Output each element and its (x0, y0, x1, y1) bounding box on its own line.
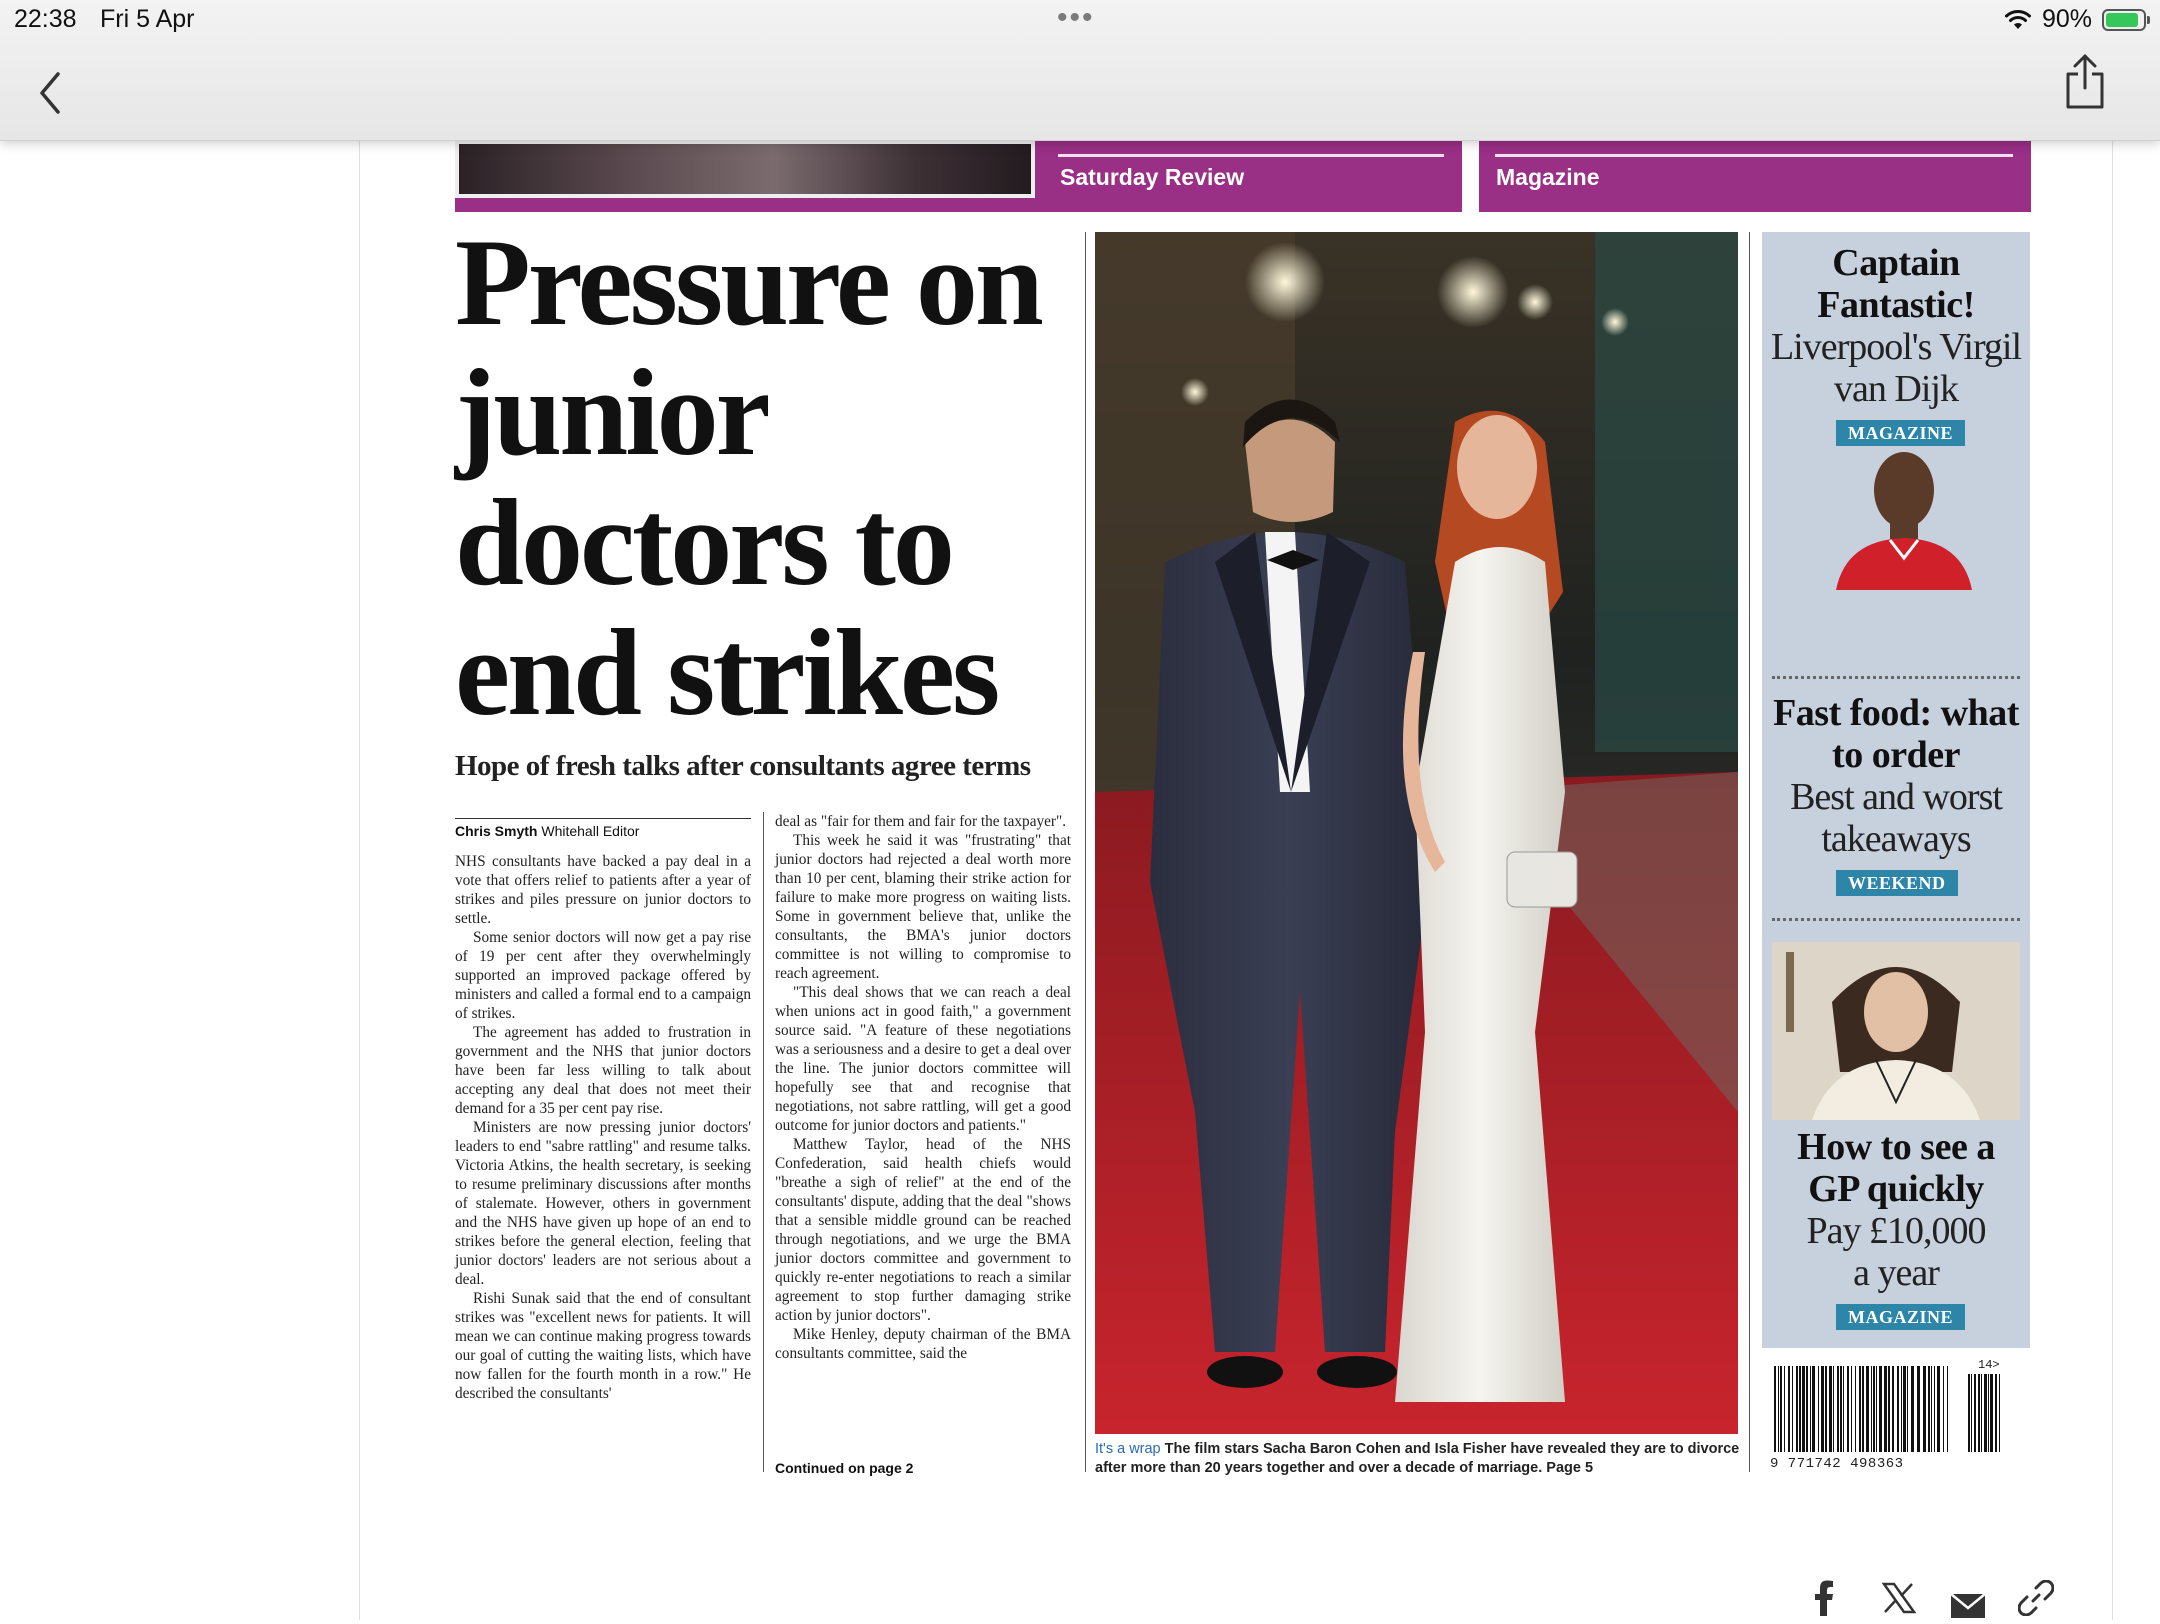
promo-tag-magazine: MAGAZINE (1836, 420, 1965, 446)
promo-title-captain-fantastic: Captain Fantastic! (1817, 242, 1975, 326)
barcode-bar (1988, 1374, 1989, 1452)
barcode-bar (1784, 1366, 1785, 1452)
promo-sub-takeaways: Best and worst takeaways (1790, 776, 2002, 860)
barcode-bar (1984, 1374, 1987, 1452)
barcode-bar (1901, 1366, 1902, 1452)
barcode-bar (1802, 1366, 1805, 1452)
article-column-2 (775, 812, 1071, 1363)
byline-name: Chris Smyth (455, 823, 538, 839)
paragraph: The agreement has added to frustration in government and the NHS that junior doctors have been far less willing to talk about accepting any deal that does not meet their demand for a 35 per cent pay rise. (455, 1024, 751, 1117)
back-button[interactable] (30, 68, 70, 118)
red-carpet-photo (1095, 232, 1738, 1434)
share-button[interactable] (2064, 52, 2106, 110)
status-time: 22:38 (14, 5, 77, 33)
barcode-bar (1855, 1366, 1856, 1452)
barcode-bar (1981, 1374, 1982, 1452)
woman-photo (1772, 942, 2020, 1120)
promo-sub-pay: Pay £10,000 a year (1806, 1210, 1986, 1294)
barcode-bar (1806, 1366, 1808, 1452)
barcode-bar (1917, 1366, 1920, 1452)
barcode-bar (1829, 1366, 1832, 1452)
barcode-bar (1843, 1366, 1844, 1452)
barcode-bar (1923, 1366, 1926, 1452)
barcode-bar (1873, 1366, 1875, 1452)
top-bar (0, 0, 2160, 141)
barcode-bar (1884, 1366, 1887, 1452)
paragraph: "This deal shows that we can reach a deal when unions act in good faith," a government source said. "A feature of these negotiations was a seriousness and a desire to get a deal over the line. The junior doctors committee will hopefully see that and recognise that negotiations, not sabre rattling, will get a good outcome for junior doctors and patients." (775, 984, 1071, 1134)
paragraph: This week he said it was "frustrating" that junior doctors had rejected a deal worth more than 10 per cent, blaming their strike action for failure to make more progress on waiting lists. Some in government believe that, unlike the consultants, the BMA's junior doctors committee is not willing to compromise to reach agreement. (775, 832, 1071, 982)
barcode-bar (1796, 1366, 1798, 1452)
barcode-bar (1999, 1374, 2000, 1452)
barcode-bar (1974, 1374, 1976, 1452)
barcode-bar (1788, 1366, 1790, 1452)
article-column-1 (455, 852, 751, 1403)
barcode-bar (1818, 1366, 1819, 1452)
banner-rule (1495, 154, 2013, 157)
barcode-bar (1943, 1366, 1944, 1452)
barcode-bar (1879, 1366, 1882, 1452)
battery-icon (2102, 9, 2146, 31)
barcode-bar (1859, 1366, 1861, 1452)
byline (455, 818, 751, 839)
barcode-bar (1907, 1366, 1908, 1452)
sidebar-promos (1762, 232, 2030, 1348)
paragraph: Matthew Taylor, head of the NHS Confederation, said health chiefs would "breathe a sigh of relief" at the end of the consultants' dispute, adding that the deal "shows that a sensible middle ground can be reached through negotiations, and we urge the BMA junior doctors committee and government to quickly re-enter negotiations to reach a similar agreement to stop further damaging strike action by junior doctors". (775, 1136, 1071, 1324)
barcode-bar (1847, 1366, 1849, 1452)
battery-fill (2106, 13, 2138, 27)
continued-on-page: Continued on page 2 (775, 1460, 914, 1476)
barcode-bar (1774, 1366, 1776, 1452)
column-rule (1085, 232, 1086, 1472)
wifi-icon (2004, 9, 2032, 31)
mail-icon[interactable] (1950, 1588, 1986, 1624)
barcode-bar (1825, 1366, 1827, 1452)
status-date: Fri 5 Apr (100, 5, 195, 33)
paragraph: deal as "fair for them and fair for the taxpayer". (775, 813, 1067, 830)
column-rule (1749, 232, 1750, 1472)
barcode-bar (1937, 1366, 1940, 1452)
paragraph: Mike Henley, deputy chairman of the BMA consultants committee, said the (775, 1326, 1071, 1362)
promo-divider (1772, 918, 2020, 921)
promo-sub-van-dijk: Liverpool's Virgil van Dijk (1770, 326, 2022, 410)
barcode-bar (1990, 1374, 1993, 1452)
paragraph: Ministers are now pressing junior doctors' leaders to end "sabre rattling" and resume talks. Victoria Atkins, the health secretary, is seeking to resume preliminary discussions after months of stalemate. However, others in government and the NHS have given up hope of an end to strikes before the general election, feeling that junior doctors' leaders are not serious about a deal. (455, 1119, 751, 1288)
facebook-icon[interactable] (1812, 1580, 1836, 1616)
barcode-bar (1799, 1366, 1801, 1452)
main-photo (1095, 232, 1738, 1434)
barcode-bar (1911, 1366, 1914, 1452)
barcode-number: 9 771742 498363 (1770, 1456, 1904, 1472)
barcode-bar (1871, 1366, 1872, 1452)
barcode-bar (1995, 1374, 1997, 1452)
promo-tag-magazine-2: MAGAZINE (1836, 1304, 1965, 1330)
promo-divider (1772, 676, 2020, 679)
barcode-bars (1770, 1364, 2023, 1456)
status-right (2004, 5, 2146, 34)
promo-title-gp: How to see a GP quickly (1797, 1126, 1995, 1210)
barcode-bar (1837, 1366, 1839, 1452)
barcode-bar (1866, 1366, 1869, 1452)
barcode-bar (1778, 1366, 1779, 1452)
barcode-bar (1978, 1374, 1980, 1452)
barcode-bar (1968, 1374, 1970, 1452)
barcode-bar (1934, 1366, 1935, 1452)
barcode-issue: 14> (1978, 1358, 2000, 1372)
photo-caption (1095, 1440, 1745, 1478)
barcode-bar (1792, 1366, 1793, 1452)
banner-label-saturday-review: Saturday Review (1060, 164, 1245, 190)
barcode-bar (1971, 1374, 1972, 1452)
paragraph: Rishi Sunak said that the end of consultant strikes was "excellent news for patients. It will mean we can continue making progress towards our goal of cutting the waiting lists, which have now fallen for the fourth month in a row." He described the consultants' (455, 1290, 751, 1402)
barcode-bar (1947, 1366, 1948, 1452)
barcode-bar (1903, 1366, 1906, 1452)
barcode-bar (1862, 1366, 1864, 1452)
battery-percent: 90% (2041, 5, 2092, 33)
x-icon[interactable] (1882, 1580, 1916, 1616)
caption-text: The film stars Sacha Baron Cohen and Isla Fisher have revealed they are to divorce after more than 20 years together and over a decade of marriage. Page 5 (1095, 1441, 1740, 1476)
barcode-bar (1810, 1366, 1811, 1452)
barcode-bar (1888, 1366, 1890, 1452)
barcode-bar (1928, 1366, 1930, 1452)
promo-title-fast-food: Fast food: what to order (1773, 692, 2019, 776)
barcode-bar (1821, 1366, 1824, 1452)
headline: Pressure on junior doctors to end strikes (455, 214, 1041, 741)
byline-role: Whitehall Editor (541, 823, 640, 839)
paragraph: NHS consultants have backed a pay deal in a vote that offers relief to patients after a year of strikes and piles pressure on junior doctors to settle. (455, 853, 751, 927)
barcode-bar (1833, 1366, 1834, 1452)
barcode-bar (1931, 1366, 1932, 1452)
promo-tag-weekend: WEEKEND (1836, 870, 1958, 896)
footballer-photo (1826, 450, 1976, 590)
banner-rule (1058, 154, 1444, 157)
barcode (1770, 1358, 2023, 1474)
barcode-bar (1812, 1366, 1815, 1452)
barcode-bar (1876, 1366, 1877, 1452)
multitasking-dots[interactable]: ••• (1057, 1, 1095, 34)
barcode-bar (1780, 1366, 1782, 1452)
barcode-bar (1892, 1366, 1894, 1452)
barcode-bar (1840, 1366, 1842, 1452)
caption-lead: It's a wrap (1095, 1441, 1161, 1457)
column-rule (763, 812, 764, 1472)
barcode-bar (1897, 1366, 1899, 1452)
standfirst: Hope of fresh talks after consultants agree terms (455, 750, 1031, 782)
paragraph: Some senior doctors will now get a pay rise of 19 per cent after they overwhelmingly supported an improved package offered by ministers and called a formal end to a campaign of strikes. (455, 929, 751, 1022)
banner-label-magazine: Magazine (1496, 164, 1600, 190)
link-icon[interactable] (2018, 1580, 2054, 1616)
barcode-bar (1851, 1366, 1852, 1452)
banner-photo (455, 140, 1035, 198)
